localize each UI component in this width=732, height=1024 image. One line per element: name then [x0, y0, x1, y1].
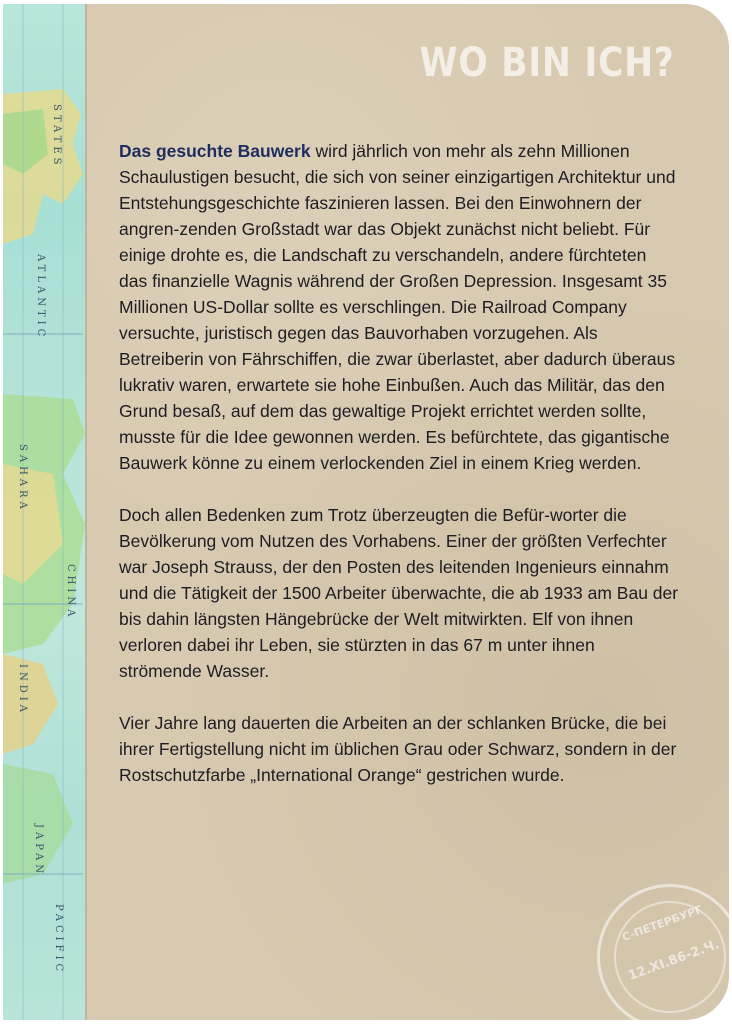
map-label-atlantic: ATLANTIC	[35, 254, 46, 341]
paragraph-1-body: wird jährlich von mehr als zehn Millionen Schaulustigen besucht, die sich von seiner einzigartigen Architektur und Entstehungsgeschichte faszinieren lassen. Bei den Einwohnern der angren-zenden Großstadt war das Objekt zunächst nicht beliebt. Für einige drohte es, die Landschaft zu verschandeln, andere fürchteten das finanzielle Wagnis während der Großen Depression. Insgesamt 35 Millionen US-Dollar sollte es verschlingen. Die Railroad Company versuchte, juristisch gegen das Bauvorhaben vorzugehen. Als Betreiberin von Fährschiffen, die zwar überlastet, aber dadurch überaus lukrativ waren, erwartete sie hohe Einbußen. Auch das Militär, das den Grund besaß, auf dem das gewaltige Projekt errichtet werden sollte, musste für die Idee gewonnen werden. Es befürchtete, das gigantische Bauwerk könne zu einem verlockenden Ziel in einem Krieg werden.	[119, 141, 676, 473]
lead-text: Das gesuchte Bauwerk	[119, 141, 311, 161]
paragraph-2	[119, 502, 679, 684]
map-label-pacific: PACIFIC	[53, 904, 64, 976]
map-illustration	[3, 4, 85, 1020]
riddle-text	[119, 138, 679, 814]
paragraph-3	[119, 710, 679, 788]
riddle-card	[3, 4, 729, 1020]
postmark-date: 12.XI.86-2.Ч.	[626, 937, 722, 984]
map-label-india: INDIA	[17, 664, 28, 716]
card-heading: WO BIN ICH?	[419, 40, 675, 86]
map-label-sahara: SAHARA	[17, 444, 28, 513]
postmark-city: С-ПЕТЕРБУРГ	[620, 902, 705, 945]
map-label-states: STATES	[51, 104, 62, 169]
paragraph-2-body: Doch allen Bedenken zum Trotz überzeugten die Befür-worter die Bevölkerung vom Nutzen des Vorhabens. Einer der größten Verfechter war Joseph Strauss, der den Posten des leitenden Ingenieurs einnahm und die Tätigkeit der 1500 Arbeiter überwachte, die ab 1933 am Bau der bis dahin längsten Hängebrücke der Welt mitwirkten. Elf von ihnen verloren dabei ihr Leben, sie stürzten in das 67 m unter ihnen strömende Wasser.	[119, 505, 679, 681]
map-label-china: CHINA	[65, 564, 76, 621]
paragraph-3-body: Vier Jahre lang dauerten die Arbeiten an der schlanken Brücke, die bei ihrer Fertigstellung nicht im üblichen Grau oder Schwarz, sondern in der Rostschutzfarbe „International Orange“ gestrichen wurde.	[119, 713, 677, 785]
map-label-japan: JAPAN	[33, 824, 44, 878]
paragraph-1	[119, 138, 679, 476]
world-map-strip	[3, 4, 85, 1020]
